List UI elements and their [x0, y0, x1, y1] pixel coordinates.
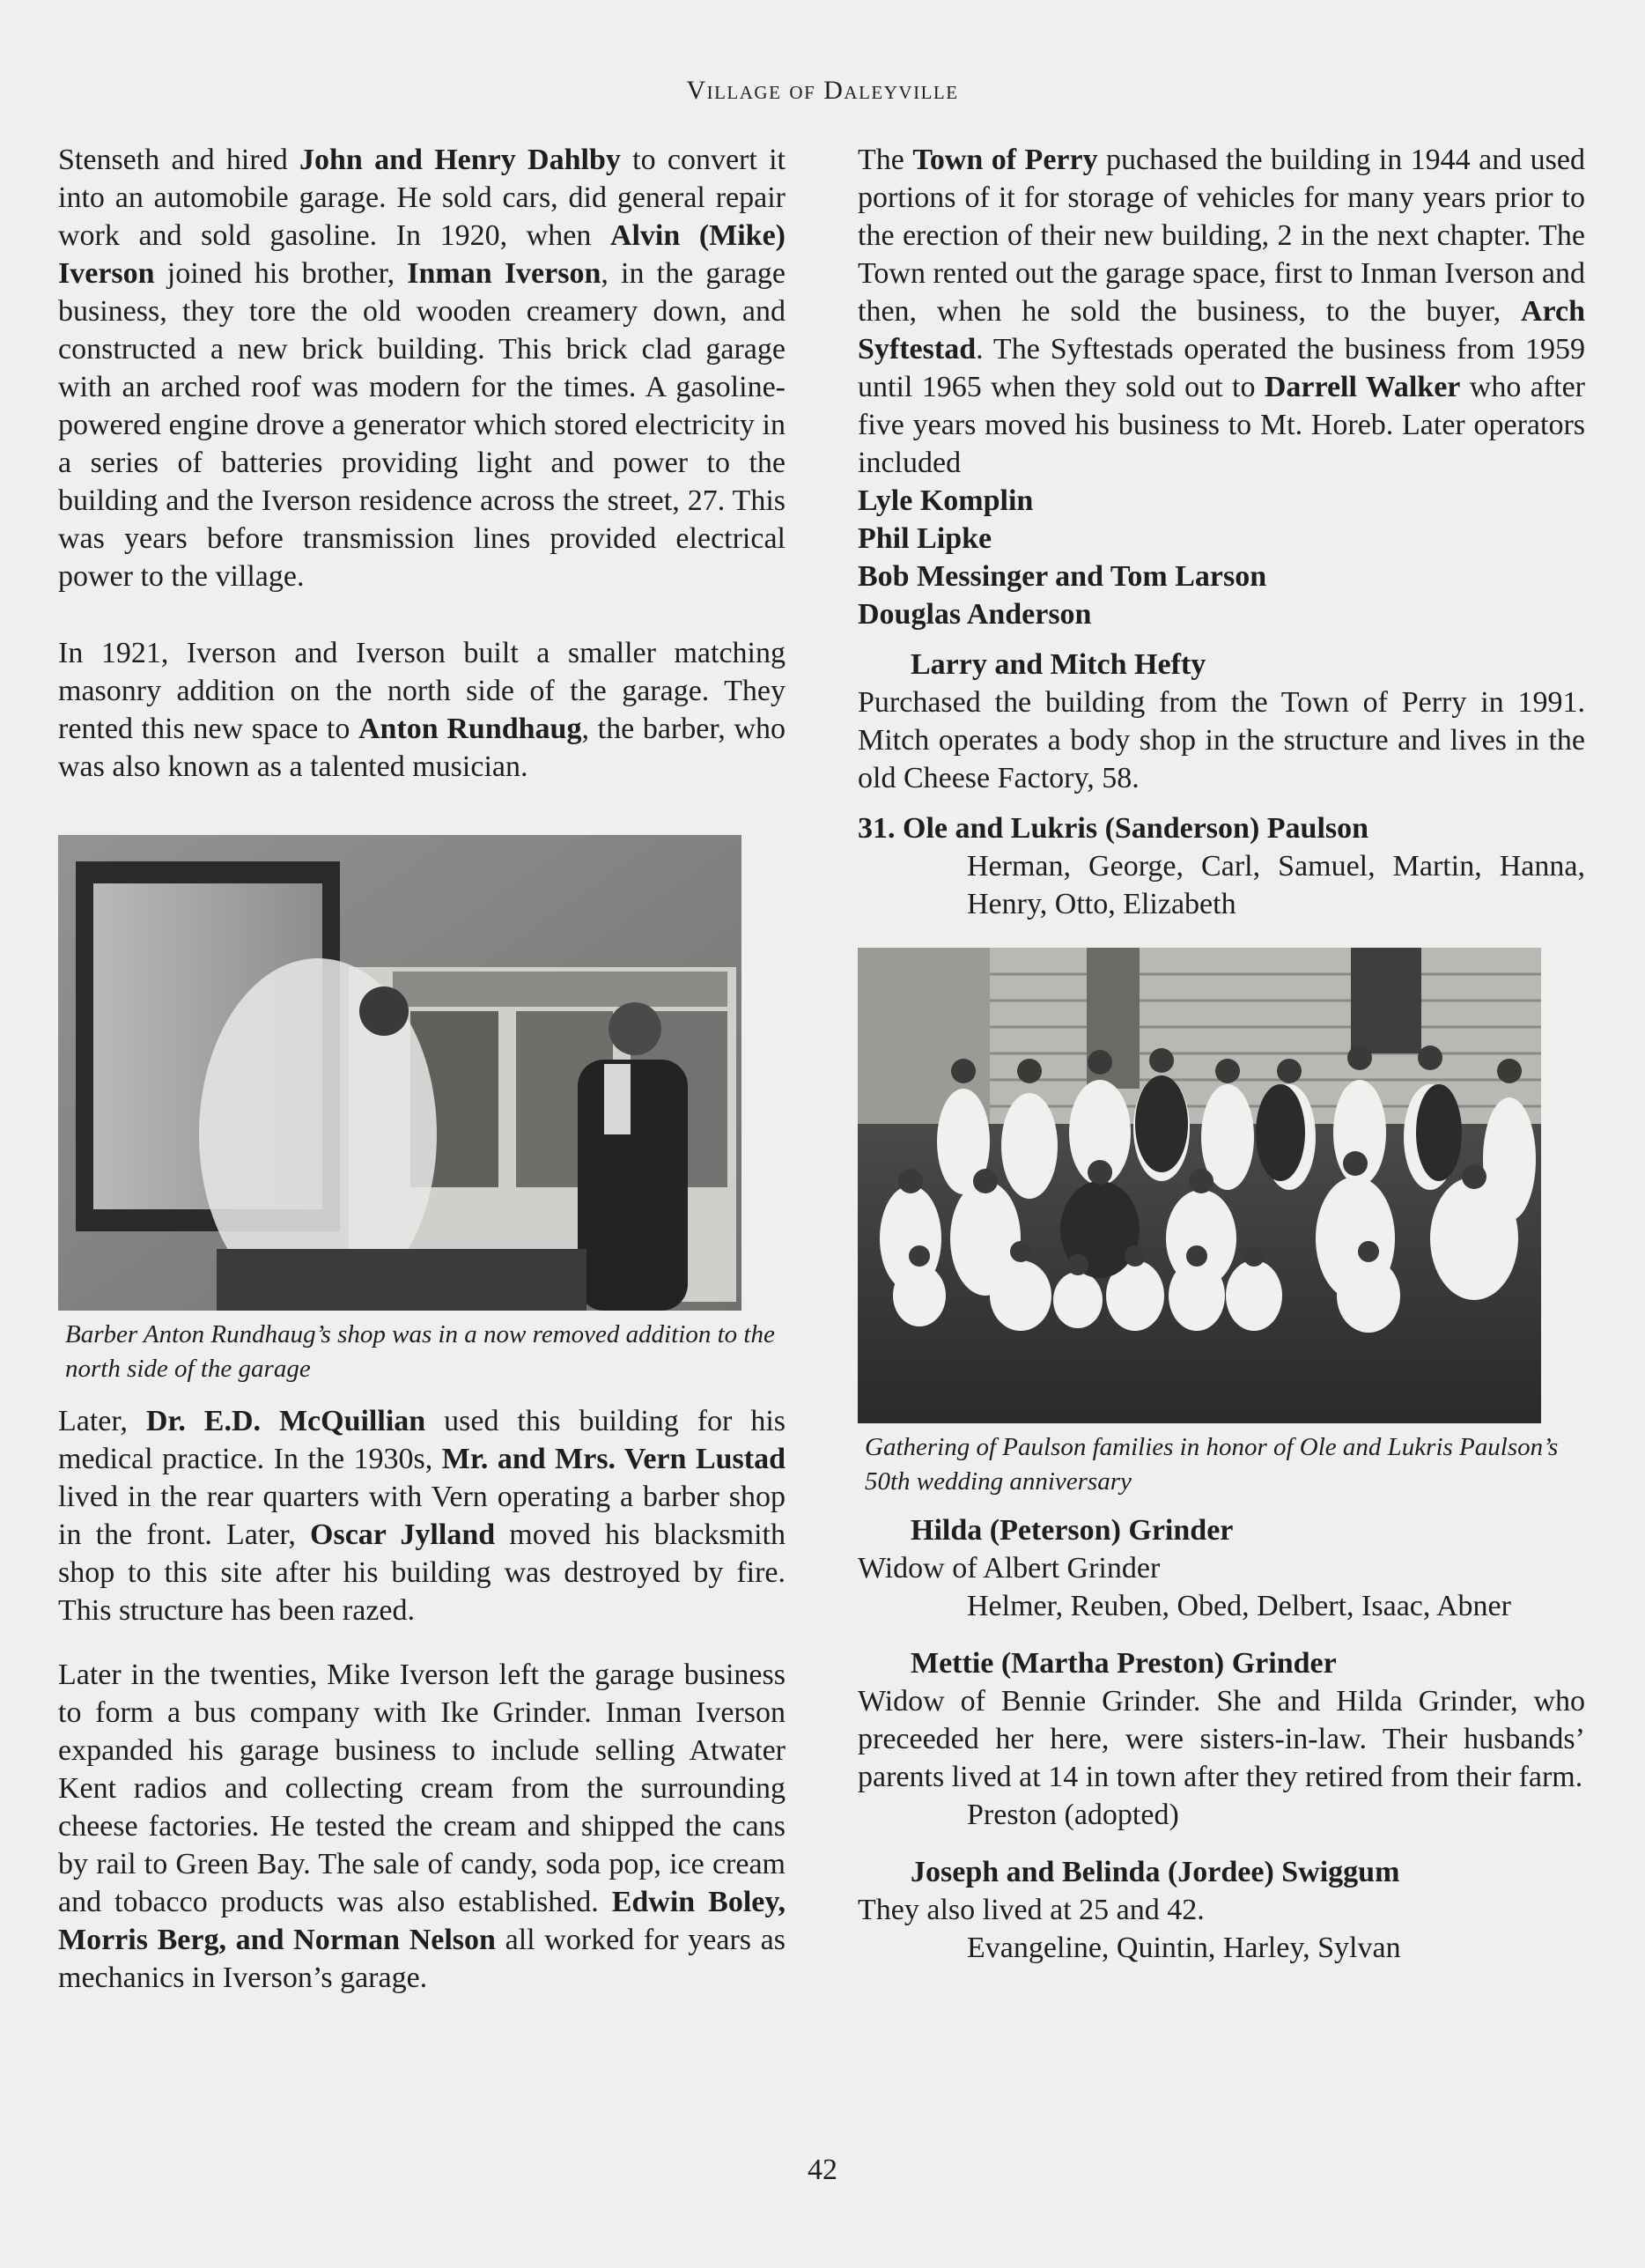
paulson-family-photo-image [858, 948, 1541, 1423]
mettie-children: Preston (adopted) [967, 1799, 1179, 1831]
operator-name: Lyle Komplin [858, 484, 1034, 517]
swiggum-heading: Joseph and Belinda (Jordee) Swiggum [911, 1856, 1400, 1888]
paragraph-town-of-perry: The Town of Perry puchased the building in 1944 and used portions of it for storage of vehicles for many years prior to the erection of their new building, 2 in the next chapter. The Town rented out the garage space, first to Inman Iverson and then, when he sold the business, to the buyer, Arch Syftestad. The Syftestads operated the business from 1959 until 1965 when they sold out to Darrell Walker who after five years moved his business to Mt. Horeb. Later operators included [858, 144, 1586, 479]
barber-shop-photo-image [58, 835, 741, 1311]
page-header [0, 76, 1645, 106]
mettie-text: Widow of Bennie Grinder. She and Hilda Grinder, who preceeded her here, were sisters-in-law. Their husbands’ parents lived at 14 in town after they retired from their farm. [858, 1685, 1585, 1793]
paulson-children: Herman, George, Carl, Samuel, Martin, Hanna, Henry, Otto, Elizabeth [967, 850, 1585, 920]
swiggum-children: Evangeline, Quintin, Harley, Sylvan [967, 1932, 1401, 1964]
hilda-heading: Hilda (Peterson) Grinder [911, 1514, 1234, 1547]
hilda-children: Helmer, Reuben, Obed, Delbert, Isaac, Abner [967, 1590, 1511, 1622]
mettie-heading: Mettie (Martha Preston) Grinder [911, 1647, 1337, 1680]
operator-name: Bob Messinger and Tom Larson [858, 560, 1267, 593]
paulson-family-photo-caption: Gathering of Paulson families in honor of Ole and Lukris Paulson’s 50th wedding anniversary [865, 1433, 1559, 1496]
barber-shop-photo-caption: Barber Anton Rundhaug’s shop was in a now removed addition to the north side of the garage [65, 1320, 775, 1383]
swiggum-text: They also lived at 25 and 42. [858, 1894, 1205, 1926]
left-column [58, 141, 786, 1997]
barber-shop-photo [58, 835, 741, 1311]
paragraph-garage-history: Stenseth and hired John and Henry Dahlby to convert it into an automobile garage. He sold cars, did general repair work and sold gasoline. In 1920, when Alvin (Mike) Iverson joined his brother, Inman Iverson, in the garage business, they tore the old wooden creamery down, and constructed a new brick building. This brick clad garage with an arched roof was modern for the times. A gasoline-powered engine drove a generator which stored electricity in a series of batteries providing light and power to the building and the Iverson residence across the street, 27. This was years before transmission lines provided electrical power to the village. [58, 144, 786, 593]
paulson-heading: 31. Ole and Lukris (Sanderson) Paulson [858, 812, 1369, 845]
hefty-text: Purchased the building from the Town of Perry in 1991. Mitch operates a body shop in the structure and lives in the old Cheese Factory, 58. [858, 686, 1585, 794]
paragraph-masonry-addition: In 1921, Iverson and Iverson built a smaller matching masonry addition on the north side of the garage. They rented this new space to Anton Rundhaug, the barber, who was also known as a talented musician. [58, 637, 786, 783]
running-title: Village of Daleyville [686, 76, 959, 105]
hefty-heading: Larry and Mitch Hefty [911, 648, 1206, 681]
operator-name: Douglas Anderson [858, 598, 1092, 631]
right-column [858, 141, 1585, 1967]
operator-name: Phil Lipke [858, 522, 992, 555]
paragraph-later-uses: Later, Dr. E.D. McQuillian used this building for his medical practice. In the 1930s, Mr. and Mrs. Vern Lustad lived in the rear quarters with Vern operating a barber shop in the front. Later, Oscar Jylland moved his blacksmith shop to this site after his building was destroyed by fire. This structure has been razed. [58, 1405, 786, 1627]
page-number: 42 [808, 2153, 837, 2186]
hilda-text: Widow of Albert Grinder [858, 1552, 1161, 1585]
paulson-family-photo [858, 948, 1541, 1423]
paragraph-twenties: Later in the twenties, Mike Iverson left the garage business to form a bus company with Ike Grinder. Inman Iverson expanded his garage business to include selling Atwater Kent radios and collecting cream from the surrounding cheese factories. He tested the cream and shipped the cans by rail to Green Bay. The sale of candy, soda pop, ice cream and tobacco products was also established. Edwin Boley, Morris Berg, and Norman Nelson all worked for years as mechanics in Iverson’s garage. [58, 1659, 786, 1994]
